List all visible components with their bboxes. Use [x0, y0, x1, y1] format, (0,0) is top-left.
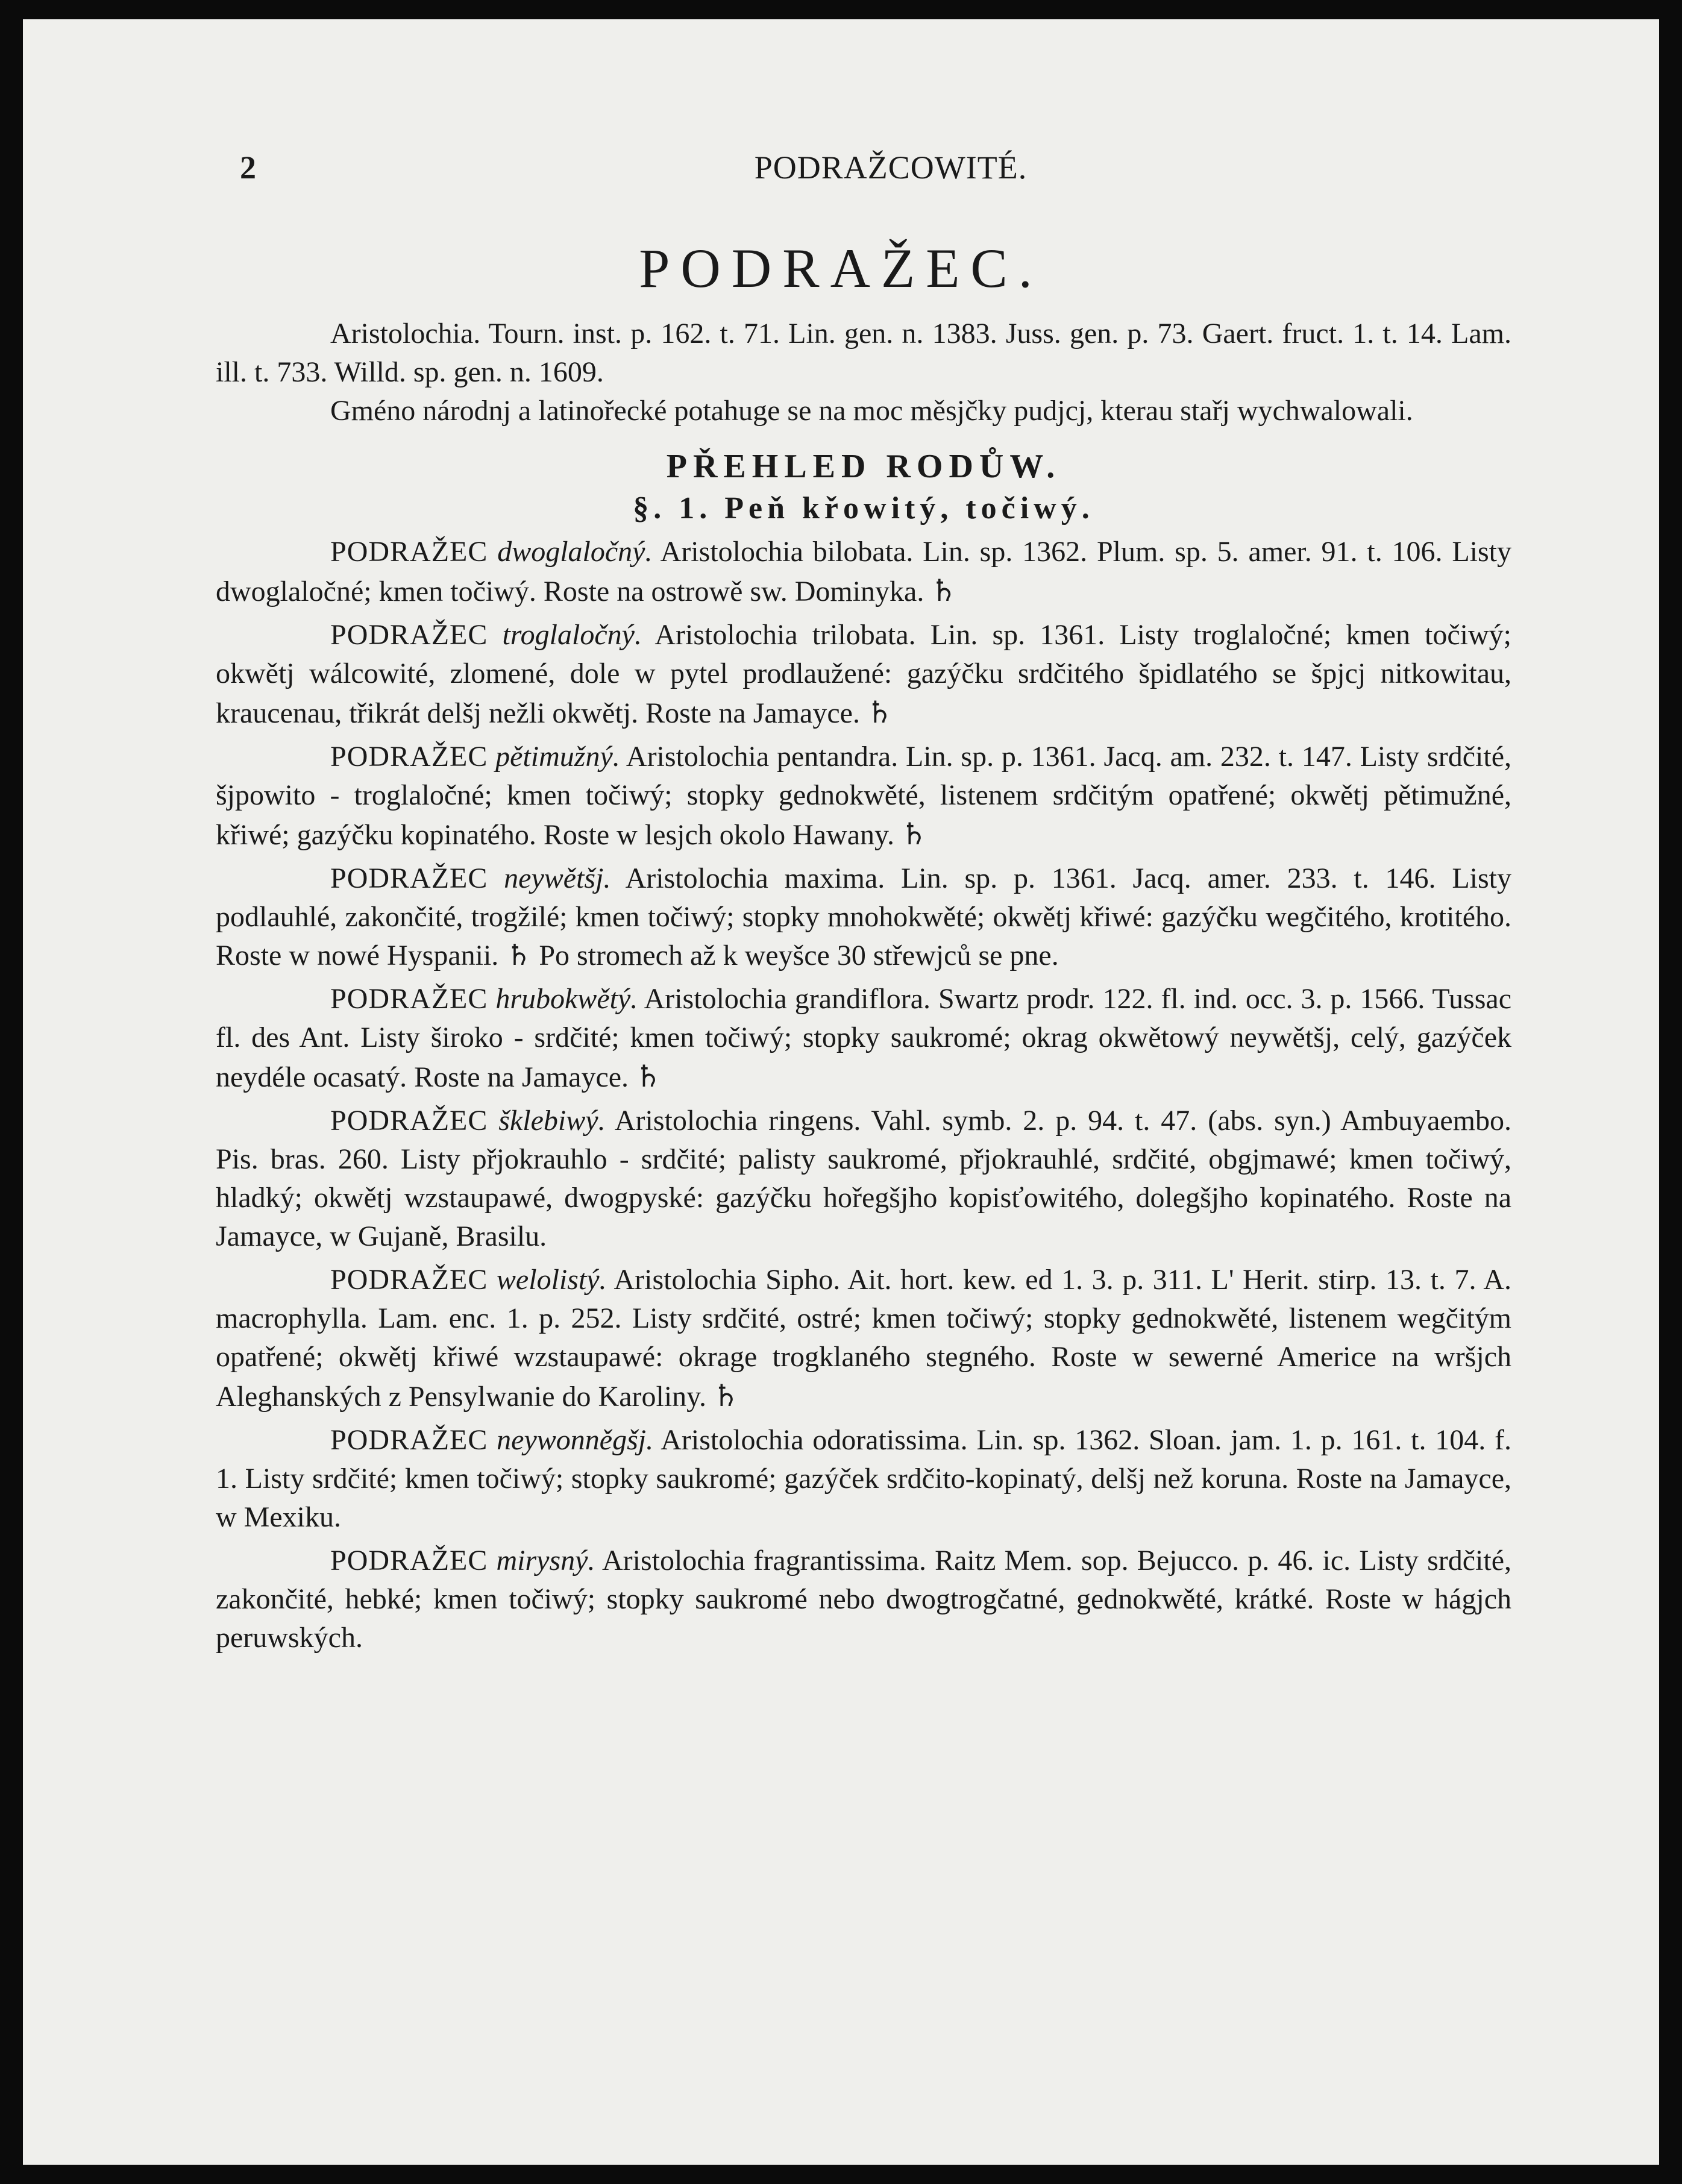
species-entry — [216, 1102, 1511, 1256]
section-heading: PŘEHLED RODŮW. — [666, 448, 1061, 485]
subsection-heading: §. 1. Peň křowitý, točiwý. — [633, 491, 1094, 526]
species-description: Aristolochia bilobata. Lin. sp. 1362. Plum. sp. 5. amer. 91. t. 106. Listy dwoglaločné; kmen točiwý. Roste na ostrowě sw. Dominyka. — [216, 536, 1512, 607]
species-description: Aristolochia Sipho. Ait. hort. kew. ed 1. 3. p. 311. L' Herit. stirp. 13. t. 7. A. macrophylla. Lam. enc. 1. p. 252. Listy srdčité, ostré; kmen točiwý; stopky gednokwěté, listenem wegčitým opatřené; okwětj křiwé wzstaupawé: okrage trogklaného stegného. Roste w sewerné Americe na wršjch Aleghanských z Pensylwanie do Karoliny. — [216, 1264, 1511, 1413]
species-epithet: neywonněgšj. — [497, 1424, 654, 1456]
genus-name: PODRAŽEC — [330, 1264, 488, 1296]
species-description: Aristolochia maxima. Lin. sp. p. 1361. Jacq. amer. 233. t. 146. Listy podlauhlé, zakončité, trogžilé; kmen točiwý; stopky mnohokwěté; okwětj křiwé: gazýčku wegčitého, krotitého. Roste w nowé Hyspanii. ♄ Po stromech až k weyšce 30 střewjců se pne. — [216, 862, 1512, 971]
species-entry — [216, 738, 1511, 855]
species-entry — [216, 859, 1511, 975]
species-entry — [216, 533, 1511, 611]
etymology-paragraph: Gméno národnj a latinořecké potahuge se na moc měsjčky pudjcj, kterau stařj wychwalowali. — [330, 395, 1413, 427]
species-epithet: neywětšj. — [504, 862, 611, 894]
species-entry — [216, 1421, 1511, 1537]
species-description: Aristolochia pentandra. Lin. sp. p. 1361. Jacq. am. 232. t. 147. Listy srdčité, šjpowito - troglaločné; kmen točiwý; stopky gednokwěté, listenem srdčitým opatřené; okwětj pětimužné, křiwé; gazýčku kopinatého. Roste w lesjch okolo Hawany. — [216, 741, 1512, 851]
genus-name: PODRAŽEC — [330, 536, 488, 568]
species-entry — [216, 1542, 1511, 1657]
page-title: PODRAŽEC. — [639, 237, 1043, 299]
genus-name: PODRAŽEC — [330, 1105, 488, 1137]
shrub-symbol-icon: ♄ — [865, 695, 893, 730]
species-description: Aristolochia ringens. Vahl. symb. 2. p. 94. t. 47. (abs. syn.) Ambuyaembo. Pis. bras. 260. Listy přjokrauhlo - srdčité; palisty saukromé, přjokrauhlé, srdčité, obgjmawé; kmen točiwý, hladký; okwětj wzstaupawé, dwogpyské: gazýčku hořegšjho kopisťowitého, dolegšjho kopinatého. Roste na Jamayce, w Gujaně, Brasilu. — [216, 1105, 1512, 1252]
shrub-symbol-icon: ♄ — [930, 573, 958, 608]
running-header — [162, 149, 1620, 203]
species-description: Aristolochia trilobata. Lin. sp. 1361. Listy troglaločné; kmen točiwý; okwětj wálcowité, zlomené, dole w pytel prodlaužené: gazýčku srdčitého špidlatého se špjcj nitkowitau, kraucenau, třikrát delšj nežli okwětj. Roste na Jamayce. — [216, 619, 1511, 729]
species-epithet: troglaločný. — [502, 619, 642, 651]
species-epithet: šklebiwý. — [498, 1105, 606, 1137]
species-epithet: dwoglaločný. — [497, 536, 653, 568]
species-entry — [216, 616, 1511, 733]
genus-references: Aristolochia. Tourn. inst. p. 162. t. 71. Lin. gen. n. 1383. Juss. gen. p. 73. Gaert. fruct. 1. t. 14. Lam. ill. t. 733. Willd. sp. gen. n. 1609. — [216, 318, 1511, 388]
species-description: Aristolochia odoratissima. Lin. sp. 1362. Sloan. jam. 1. p. 161. t. 104. f. 1. Listy srdčité; kmen točiwý; stopky saukromé; gazýček srdčito-kopinatý, delšj než koruna. Roste na Jamayce, w Mexiku. — [216, 1424, 1512, 1533]
shrub-symbol-icon: ♄ — [635, 1059, 662, 1094]
genus-name: PODRAŽEC — [330, 983, 488, 1015]
page-body — [216, 315, 1511, 1657]
genus-name: PODRAŽEC — [330, 619, 488, 651]
species-entry — [216, 980, 1511, 1097]
species-description: Aristolochia grandiflora. Swartz prodr. 122. fl. ind. occ. 3. p. 1566. Tussac fl. des Ant. Listy široko - srdčité; kmen točiwý; stopky saukromé; okrag okwětowý neywětšj, celý, gazýček neydéle ocasatý. Roste na Jamayce. — [216, 983, 1512, 1093]
species-epithet: pětimužný. — [495, 741, 620, 773]
book-page — [23, 19, 1659, 2165]
shrub-symbol-icon: ♄ — [900, 817, 927, 852]
shrub-symbol-icon: ♄ — [712, 1378, 739, 1413]
species-epithet: welolistý. — [496, 1264, 607, 1296]
running-title: PODRAŽCOWITÉ. — [754, 149, 1028, 186]
species-epithet: hrubokwětý. — [495, 983, 638, 1015]
species-entry — [216, 1261, 1511, 1416]
species-epithet: mirysný. — [496, 1545, 595, 1577]
species-description: Aristolochia fragrantissima. Raitz Mem. sop. Bejucco. p. 46. ic. Listy srdčité, zakončité, hebké; kmen točiwý; stopky saukromé nebo dwogtrogčatné, gednokwěté, krátké. Roste w hágjch peruwských. — [216, 1545, 1512, 1654]
page-number: 2 — [240, 149, 256, 186]
genus-name: PODRAŽEC — [330, 741, 488, 773]
genus-name: PODRAŽEC — [330, 1545, 488, 1577]
genus-name: PODRAŽEC — [330, 1424, 488, 1456]
genus-name: PODRAŽEC — [330, 862, 488, 894]
